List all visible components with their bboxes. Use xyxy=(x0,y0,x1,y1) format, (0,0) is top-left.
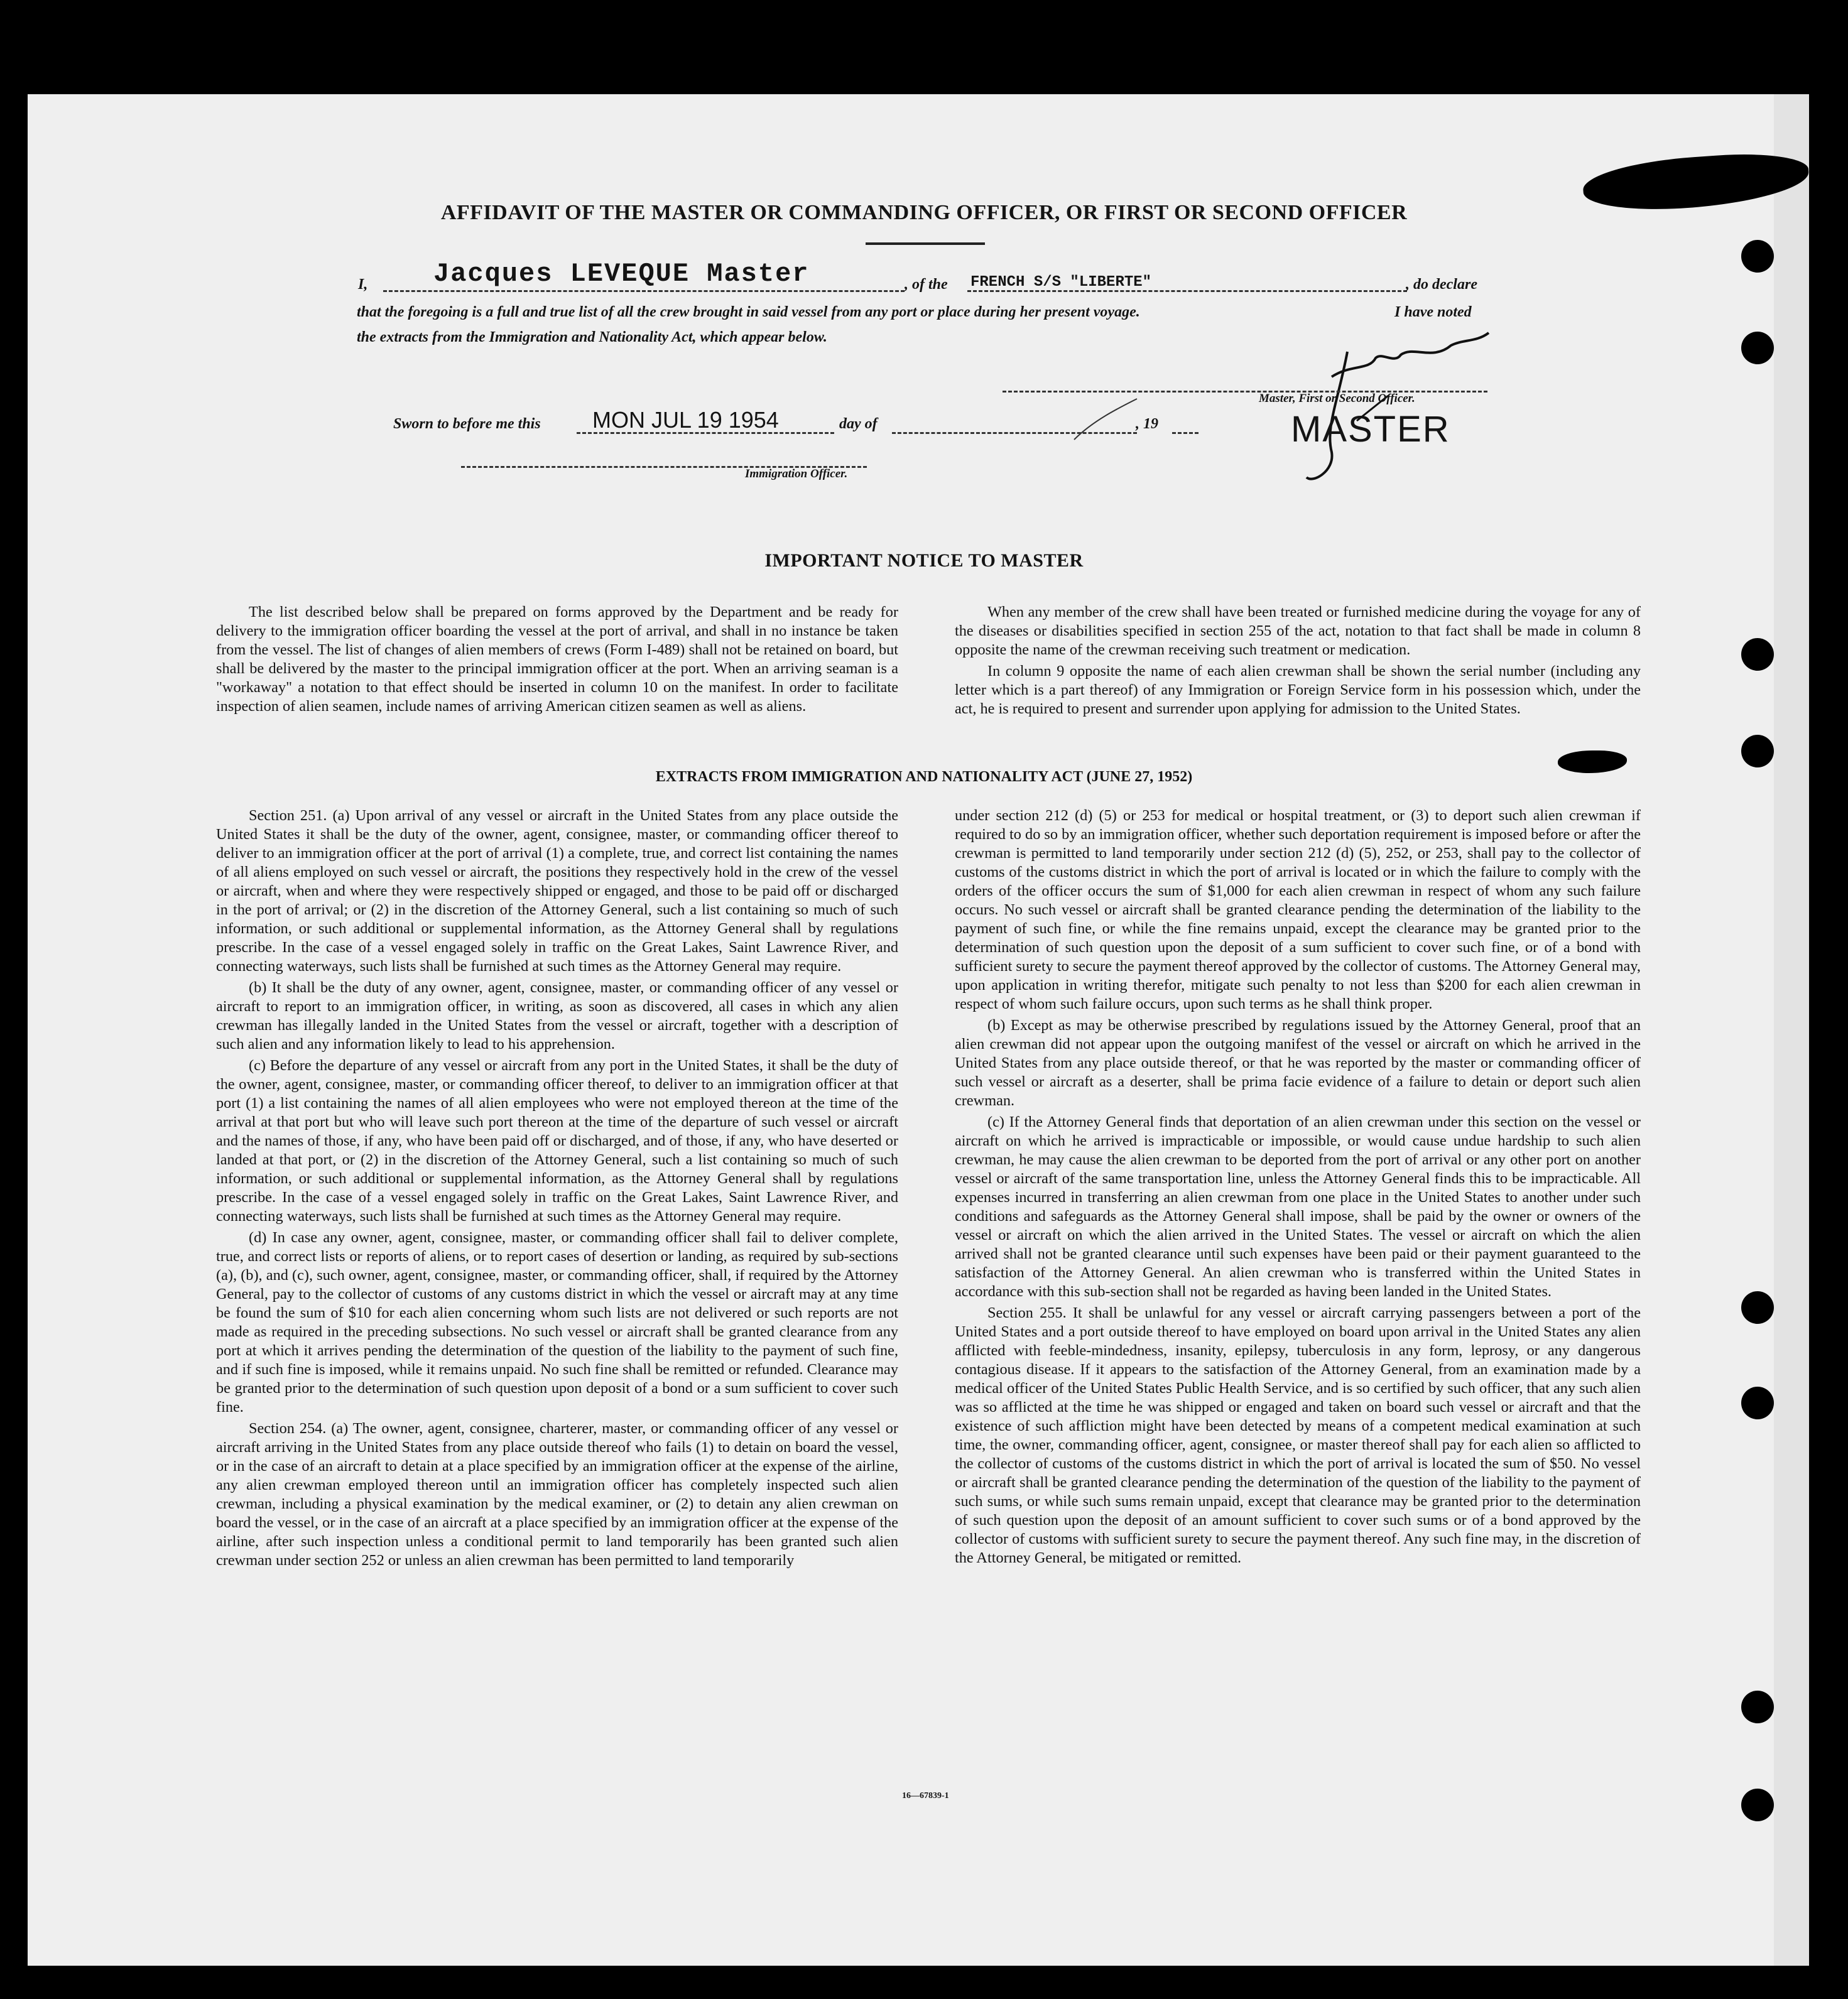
page-edge xyxy=(1774,94,1809,1966)
master-name: Jacques LEVEQUE Master xyxy=(433,259,810,289)
master-stamp: MASTER xyxy=(1291,409,1450,450)
name-line xyxy=(383,290,905,292)
title-rule xyxy=(866,242,985,245)
vessel-name: FRENCH S/S "LIBERTE" xyxy=(970,274,1152,291)
declarant-pronoun: I, xyxy=(358,276,368,293)
day-of-label: day of xyxy=(839,416,878,432)
extracts-left-column xyxy=(216,806,898,1573)
notice-right-column xyxy=(955,603,1641,721)
declaration-line-2: that the foregoing is a full and true list of all the crew brought in said vessel from any port or place during her present voyage. xyxy=(357,304,1140,320)
act-paragraph: (b) Except as may be otherwise prescribed by regulations issued by the Attorney General, proof that an alien crewman did not appear upon the outgoing manifest of the vessel or aircraft on which he arrived in the United States from any place outside thereof, or that he was reported by the master or commanding officer of such vessel or aircraft as a deserter, shall be prima facie evidence of a failure to detain or deport such alien crewman. xyxy=(955,1017,1641,1109)
immigration-officer-label: Immigration Officer. xyxy=(745,467,848,480)
act-paragraph: (c) If the Attorney General finds that deportation of an alien crewman under this section on the vessel or aircraft on which he arrived is impracticable or impossible, or would cause undue hardship to such alien crewman, he may cause the alien crewman to be deported from the port of arrival or any other port on another vessel or aircraft of the same transportation line, unless the Attorney General finds this to be impracticable. All expenses incurred in transferring an alien crewman from one place in the United States to another under such conditions and safeguards as the Attorney General shall impose, shall be paid by the owner or owners of the vessel or aircraft on which the alien arrived in the United States. The vessel or aircraft on which the alien arrived shall not be granted clearance until such expenses have been paid or their payment guaranteed to the satisfaction of the Attorney General. An alien crewman who is transferred within the United States in accordance with this sub-section shall not be regarded as having been landed in the United States. xyxy=(955,1113,1641,1300)
form-number: 16—67839-1 xyxy=(902,1791,949,1801)
punch-hole xyxy=(1741,1291,1774,1324)
notice-paragraph: In column 9 opposite the name of each alien crewman shall be shown the serial number (including any letter which is a part thereof) of any Immigration or Foreign Service form in his possession which, under the act, he is required to present and surrender upon applying for admission to the United States. xyxy=(955,663,1641,717)
notice-left-column xyxy=(216,603,898,718)
sworn-label: Sworn to before me this xyxy=(393,416,541,432)
punch-hole xyxy=(1741,1789,1774,1821)
act-paragraph: Section 251. (a) Upon arrival of any vessel or aircraft in the United States from any place outside the United States it shall be the duty of the owner, agent, consignee, master, or commanding officer thereof to deliver to an immigration officer at the port of arrival (1) a complete, true, and correct list containing the names of all aliens employed on such vessel or aircraft, the positions they respectively hold in the crew of the vessel or aircraft, when and where they were respectively shipped or engaged, and those to be paid off or discharged in the port of arrival; or (2) in the discretion of the Attorney General, such a list containing so much of such information, or such additional or supplemental information, as the Attorney General shall by regulations prescribe. In the case of a vessel engaged solely in traffic on the Great Lakes, Saint Lawrence River, and connecting waterways, such lists shall be furnished at such times as the Attorney General may require. xyxy=(216,807,898,975)
extracts-right-column xyxy=(955,806,1641,1570)
officer-scribble xyxy=(1068,396,1143,446)
vessel-line xyxy=(967,290,1407,292)
sworn-date: MON JUL 19 1954 xyxy=(592,407,779,433)
year-label: , 19 xyxy=(1136,416,1158,432)
officer-label: Master, First or Second Officer. xyxy=(1259,392,1415,405)
of-the-label: , of the xyxy=(905,276,948,293)
notice-paragraph: The list described below shall be prepared on forms approved by the Department and be ready for delivery to the immigration officer boarding the vessel at the port of arrival, and shall in no instance be taken from the vessel. The list of changes of alien members of crews (Form I-489) shall not be retained on board, but shall be delivered by the master to the principal immigration officer at the port. When an arriving seaman is a "workaway" a notation to that effect should be inserted in column 10 on the manifest. In order to facilitate inspection of alien seamen, include names of arriving American citizen seamen as well as aliens. xyxy=(216,604,898,715)
declaration-line-3: the extracts from the Immigration and Nationality Act, which appear below. xyxy=(357,329,827,345)
act-paragraph: Section 254. (a) The owner, agent, consignee, charterer, master, or commanding officer of any vessel or aircraft arriving in the United States from any place outside thereof who fails (1) to detain on board the vessel, or in the case of an aircraft to detain at a place specified by an immigration officer at the expense of the airline, any alien crewman employed thereon until an immigration officer has completely inspected such alien crewman, including a physical examination by the medical examiner, or (2) to detain any alien crewman on board the vessel, or in the case of an aircraft at a place specified by an immigration officer at the expense of the airline, after such inspection unless a conditional permit to land temporarily has been granted such alien crewman under section 252 or unless an alien crewman has been permitted to land temporarily xyxy=(216,1420,898,1569)
act-paragraph: (c) Before the departure of any vessel or aircraft from any port in the United States, it shall be the duty of the owner, agent, consignee, master, or commanding officer thereof, to deliver to an immigration officer at that port (1) a list containing the names of all alien employees who were not employed thereon at the time of the arrival at that port but who will leave such port thereon at the time of the departure of such vessel or aircraft and the names of those, if any, who have been paid off or discharged, and of those, if any, who have deserted or landed at that port, or (2) in the discretion of the Attorney General, such a list containing so much of such information, or such additional or supplemental information, as the Attorney General shall by regulations prescribe. In the case of a vessel engaged solely in traffic on the Great Lakes, Saint Lawrence River, and connecting waterways, such lists shall be furnished at such times as the Attorney General may require. xyxy=(216,1057,898,1225)
affidavit-title: AFFIDAVIT OF THE MASTER OR COMMANDING OFFICER, OR FIRST OR SECOND OFFICER xyxy=(440,201,1408,224)
punch-hole xyxy=(1741,638,1774,671)
year-line xyxy=(1172,432,1198,434)
sworn-date-line xyxy=(577,432,834,434)
act-paragraph: (d) In case any owner, agent, consignee, master, or commanding officer shall fail to deliver complete, true, and correct lists or reports of aliens, or to report cases of desertion or landing, as required by sub-sections (a), (b), and (c), such owner, agent, consignee, master, or commanding officer, shall, if required by the Attorney General, pay to the collector of customs of any customs district in which the vessel or aircraft may at any time be found the sum of $10 for each alien concerning whom such lists are not delivered or such reports are not made as required in the preceding subsections. No such vessel or aircraft shall be granted clearance from any port at which it arrives pending the determination of the question of the liability to the payment of such fine, and if such fine is imposed, while it remains unpaid. No such fine shall be remitted or refunded. Clearance may be granted prior to the determination of such question upon deposit of a bond or a sum sufficient to cover such fine. xyxy=(216,1229,898,1416)
punch-hole xyxy=(1741,1691,1774,1723)
declaration-line-2-end: I have noted xyxy=(1394,304,1472,320)
punch-hole xyxy=(1741,1387,1774,1419)
punch-hole xyxy=(1741,735,1774,767)
punch-hole xyxy=(1741,332,1774,364)
act-paragraph: under section 212 (d) (5) or 253 for medical or hospital treatment, or (3) to deport such alien crewman if required to do so by an immigration officer, whether such deportation requirement is imposed before or after the crewman is permitted to land temporarily under section 212 (d) (5), 252, or 253, shall pay to the collector of customs of the customs district in which the port of arrival is located or in which the failure to comply with the orders of the officer occurs the sum of $1,000 for each alien crewman in respect of whom any such failure occurs. No such vessel or aircraft shall be granted clearance pending the determination of the liability to the payment of such fine, or while the fine remains unpaid, except the clearance may be granted prior to the determination of such question upon the deposit of a sum sufficient to cover such fine, or of a bond with sufficient surety to secure the payment thereof approved by the collector of customs. The Attorney General may, upon application in writing therefor, mitigate such penalty to not less than $200 for each alien crewman in respect of whom such failure occurs, upon such terms as he shall think proper. xyxy=(955,807,1641,1012)
act-paragraph: Section 255. It shall be unlawful for any vessel or aircraft carrying passengers between a port of the United States and a port outside thereof to have employed on board upon arrival in the United States any alien afflicted with feeble-mindedness, insanity, epilepsy, tuberculosis in any form, leprosy, or any dangerous contagious disease. If it appears to the satisfaction of the Attorney General, from an examination made by a medical officer of the United States Public Health Service, and is so certified by such officer, that any such alien was so afflicted at the time he was shipped or engaged and taken on board such vessel or aircraft and that the existence of such affliction might have been detected by means of a competent medical examination at such time, the owner, commanding officer, agent, consignee, or master thereof shall pay for each alien so afflicted to the collector of customs of the customs district in which the port of arrival is located the sum of $50. No vessel or aircraft shall be granted clearance pending the determination of the question of the liability to the payment of such sums, or while such sums remain unpaid, except that clearance may be granted prior to the determination of such question upon the deposit of an amount sufficient to cover such sums or of a bond approved by the collector of customs with sufficient surety to secure the payment thereof. Any such fine may, in the discretion of the Attorney General, be mitigated or remitted. xyxy=(955,1304,1641,1566)
punch-hole xyxy=(1741,240,1774,273)
do-declare-label: , do declare xyxy=(1406,276,1477,293)
notice-title: IMPORTANT NOTICE TO MASTER xyxy=(764,550,1084,571)
act-paragraph: (b) It shall be the duty of any owner, agent, consignee, master, or commanding officer of any vessel or aircraft to report to an immigration officer, in writing, as soon as discovered, all cases in which any alien crewman has illegally landed in the United States from the vessel or aircraft, together with a description of such alien and any information likely to lead to his apprehension. xyxy=(216,979,898,1053)
extracts-title: EXTRACTS FROM IMMIGRATION AND NATIONALITY ACT (JUNE 27, 1952) xyxy=(655,769,1193,785)
notice-paragraph: When any member of the crew shall have been treated or furnished medicine during the voyage for any of the diseases or disabilities specified in section 255 of the act, notation to that fact shall be made in column 8 opposite the name of the crewman receiving such treatment or medication. xyxy=(955,604,1641,658)
